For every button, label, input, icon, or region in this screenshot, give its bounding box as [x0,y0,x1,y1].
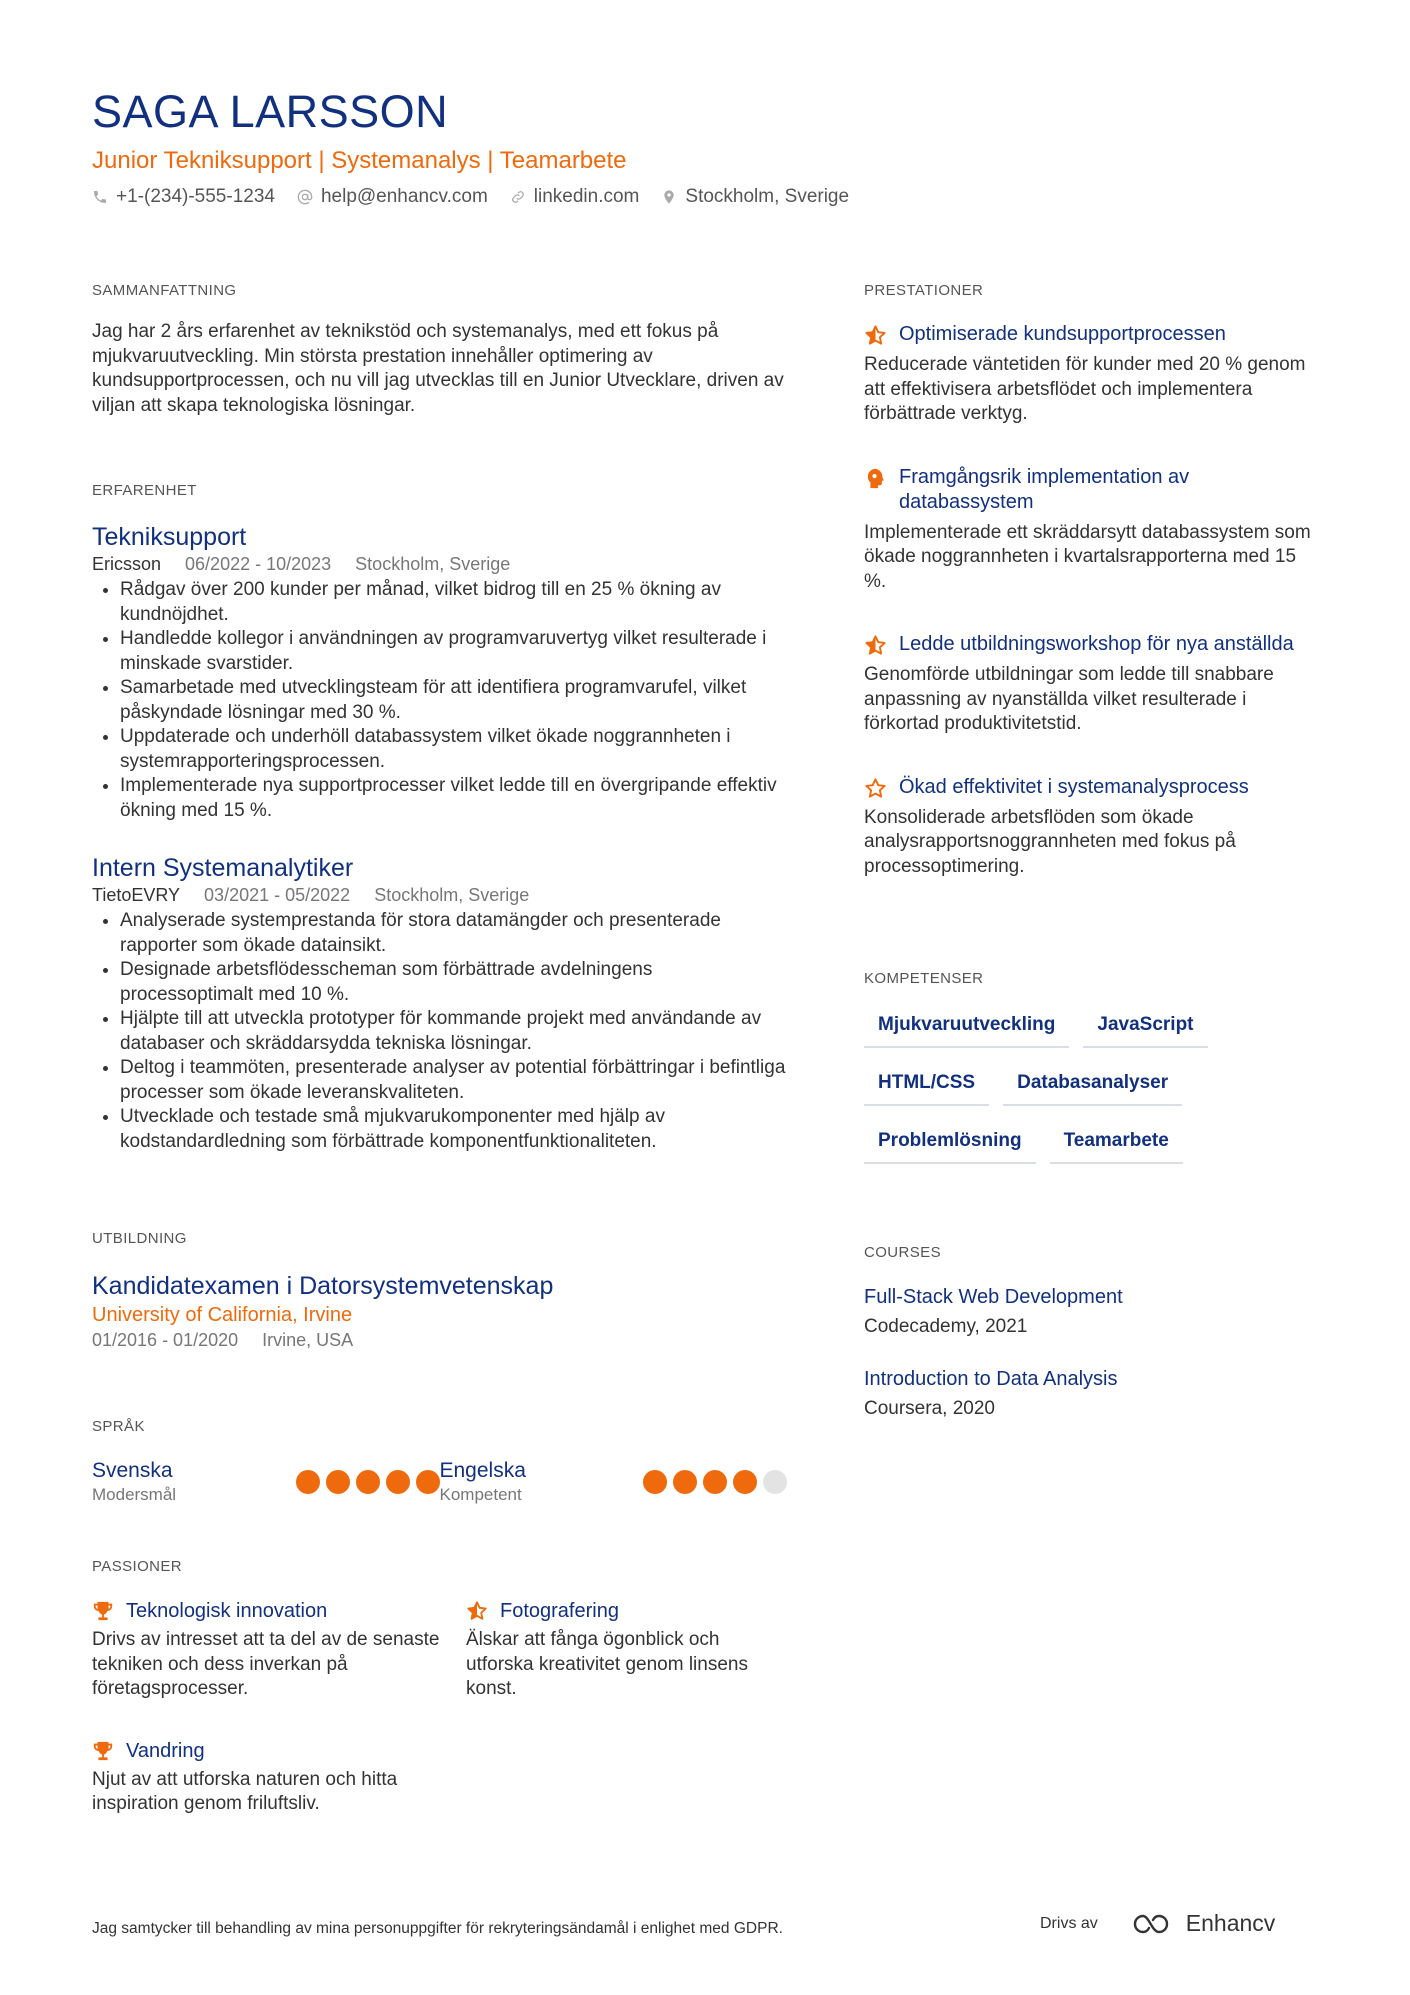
achievement-title: Ökad effektivitet i systemanalysprocess [899,775,1249,798]
list-item: • Deltog i teammöten, presenterade analyser av potential förbättringar i befintliga processer som ökade leveranskvaliteten. [120,1056,787,1105]
list-item: • Designade arbetsflödesscheman som förbättrade avdelningens processoptimalt med 10 %. [120,958,787,1007]
section-title: ERFARENHET [92,482,197,499]
achievement-desc: Genomförde utbildningar som ledde till snabbare anpassning av nyanställda vilket resulterade i förkortad produktivitetstid. [864,664,1274,734]
education-meta [92,1328,787,1352]
list-item: • Uppdaterade och underhöll databassystem vilket ökade noggrannheten i systemrapporteringsprocessen. [120,725,787,774]
passion-title: Fotografering [500,1600,619,1622]
trophy-icon [92,1600,114,1622]
skill-tag: Databasanalyser [1003,1068,1182,1106]
contact-email[interactable] [297,186,488,208]
achievement-desc: Implementerade ett skräddarsytt databassystem som ökade noggrannheten i kvartalsrapporterna med 15 %. [864,521,1311,592]
skills-section [864,970,1319,1164]
powered-by-label: Drivs av [1040,1914,1098,1932]
list-item: • Implementerade nya supportprocesser vilket ledde till en övergripande effektiv ökning med 15 %. [120,774,787,823]
course-title: Full-Stack Web Development [864,1286,1123,1308]
passion-desc: Älskar att fånga ögonblick och utforska kreativitet genom linsens konst. [466,1629,748,1699]
list-item: • Analyserade systemprestanda för stora datamängder och presenterade rapporter som ökade datainsikt. [120,909,787,958]
contact-location [661,186,849,208]
language-item [440,1458,788,1506]
job-meta [92,883,787,907]
powered-by [1040,1910,1275,1937]
contact-linkedin[interactable] [510,186,640,208]
proficiency-dot-filled [386,1470,410,1494]
contact-phone [92,186,275,208]
job-bullets [92,578,787,823]
proficiency-dot-filled [356,1470,380,1494]
course-provider: Codecademy, 2021 [864,1316,1028,1337]
passion-desc: Njut av att utforska naturen och hitta inspiration genom friluftsliv. [92,1768,398,1814]
star-icon [864,634,887,657]
skill-tag: JavaScript [1083,1010,1207,1048]
passion-item [466,1598,786,1702]
job-title: Intern Systemanalytiker [92,854,354,882]
achievement-title: Optimiserade kundsupportprocessen [899,323,1226,345]
achievements-section [864,282,1319,917]
star-icon [864,324,887,347]
degree-title: Kandidatexamen i Datorsystemvetenskap [92,1272,554,1300]
brand-name: Enhancv [1185,1910,1276,1936]
section-title: SAMMANFATTNING [92,282,237,299]
location-text: Stockholm, Sverige [685,186,850,207]
list-item: • Rådgav över 200 kunder per månad, vilket bidrog till en 25 % ökning av kundnöjdhet. [120,578,787,627]
passion-list [92,1598,787,1817]
phone-text: +1-(234)-555-1234 [116,186,275,207]
skill-tag: Teamarbete [1050,1126,1183,1164]
passion-title: Vandring [126,1739,205,1762]
achievement-desc: Konsoliderade arbetsflöden som ökade analysrapportsnoggrannheten med fokus på processoptimering. [864,806,1236,877]
languages-section [92,1418,787,1506]
skill-list [864,1010,1284,1164]
section-title: KOMPETENSER [864,970,984,987]
job-entry [92,522,787,823]
proficiency-dots [296,1470,440,1494]
list-item: • Utvecklade och testade små mjukvarukomponenter med hjälp av kodstandardledning som förbättrade komponentfunktionaliteten. [120,1105,787,1154]
courses-section [864,1244,1319,1448]
achievement-item [864,632,1319,737]
achievement-desc: Reducerade väntetiden för kunder med 20 % genom att effektivisera arbetsflödet och implementera förbättrade verktyg. [864,354,1306,424]
link-icon [510,189,526,205]
passion-title: Teknologisk innovation [126,1600,328,1622]
education-dates: 01/2016 - 01/2020 [92,1330,239,1350]
course-item [864,1366,1319,1422]
job-dates: 06/2022 - 10/2023 [185,554,332,574]
enhancv-logo-icon [1132,1912,1178,1936]
brand-logo[interactable] [1132,1910,1276,1937]
job-title: Tekniksupport [92,523,247,551]
section-title: COURSES [864,1244,941,1261]
school-name: University of California, Irvine [92,1304,353,1326]
passion-item [92,1598,466,1702]
achievement-item [864,465,1319,595]
language-name: Svenska [92,1459,173,1482]
section-title: UTBILDNING [92,1230,187,1247]
language-name: Engelska [439,1459,526,1482]
job-meta [92,552,787,576]
candidate-headline: Junior Tekniksupport | Systemanalys | Teamarbete [92,147,627,174]
star-icon [466,1600,488,1622]
proficiency-dot-filled [703,1470,727,1494]
summary-text: Jag har 2 års erfarenhet av teknikstöd och systemanalys, med ett fokus på mjukvaruutveckling. Min största prestation innehåller optimering av kundsupportprocessen, och nu vill jag utvecklas till en Junior Utvecklare, driven av viljan att skapa teknologiska lösningar. [92,321,784,416]
skill-tag: Mjukvaruutveckling [864,1010,1069,1048]
passions-section [92,1558,787,1817]
achievement-item [864,775,1319,880]
course-provider: Coursera, 2020 [864,1398,995,1419]
language-level: Kompetent [439,1485,522,1504]
location-pin-icon [661,189,677,205]
trophy-icon [92,1740,114,1762]
achievement-item [864,322,1319,427]
candidate-name: SAGA LARSSON [92,86,449,137]
course-title: Introduction to Data Analysis [864,1368,1118,1390]
language-level: Modersmål [92,1485,177,1504]
proficiency-dot-filled [733,1470,757,1494]
proficiency-dot-filled [416,1470,440,1494]
phone-icon [92,189,108,205]
proficiency-dot-empty [763,1470,787,1494]
star-outline-icon [864,777,887,800]
education-location: Irvine, USA [262,1330,354,1350]
job-entry [92,853,787,1154]
education-section [92,1230,787,1352]
language-list [92,1458,787,1506]
list-item: • Handledde kollegor i användningen av programvaruvertyg vilket resulterade i minskade svarstider. [120,627,787,676]
brain-icon [864,467,887,490]
passion-item [92,1738,466,1817]
list-item: • Hjälpte till att utveckla prototyper för kommande projekt med användande av databaser och skräddarsydda tekniska lösningar. [120,1007,787,1056]
experience-section [92,482,787,1154]
job-location: Stockholm, Sverige [374,885,530,905]
job-company: TietoEVRY [92,885,181,905]
contact-bar [92,186,849,208]
proficiency-dots [643,1470,787,1494]
achievement-title: Ledde utbildningsworkshop för nya anställda [899,633,1294,655]
proficiency-dot-filled [673,1470,697,1494]
job-location: Stockholm, Sverige [355,554,511,574]
section-title: SPRÅK [92,1418,145,1435]
skill-tag: HTML/CSS [864,1068,989,1106]
course-item [864,1284,1319,1340]
linkedin-text[interactable]: linkedin.com [533,186,640,207]
summary-section [92,282,787,418]
job-dates: 03/2021 - 05/2022 [204,885,351,905]
proficiency-dot-filled [643,1470,667,1494]
email-text[interactable]: help@enhancv.com [320,186,488,207]
at-icon [297,189,313,205]
proficiency-dot-filled [326,1470,350,1494]
proficiency-dot-filled [296,1470,320,1494]
section-title: PRESTATIONER [864,282,984,299]
job-bullets [92,909,787,1154]
job-company: Ericsson [92,554,162,574]
passion-desc: Drivs av intresset att ta del av de senaste tekniken och dess inverkan på företagsprocesser. [92,1629,440,1699]
list-item: • Samarbetade med utvecklingsteam för att identifiera programvarufel, vilket påskyndade lösningar med 30 %. [120,676,787,725]
section-title: PASSIONER [92,1558,183,1575]
achievement-title: Framgångsrik implementation av databassystem [899,465,1190,513]
gdpr-consent: Jag samtycker till behandling av mina personuppgifter för rekryteringsändamål i enlighet med GDPR. [92,1920,783,1937]
language-item [92,1458,440,1506]
skill-tag: Problemlösning [864,1126,1036,1164]
